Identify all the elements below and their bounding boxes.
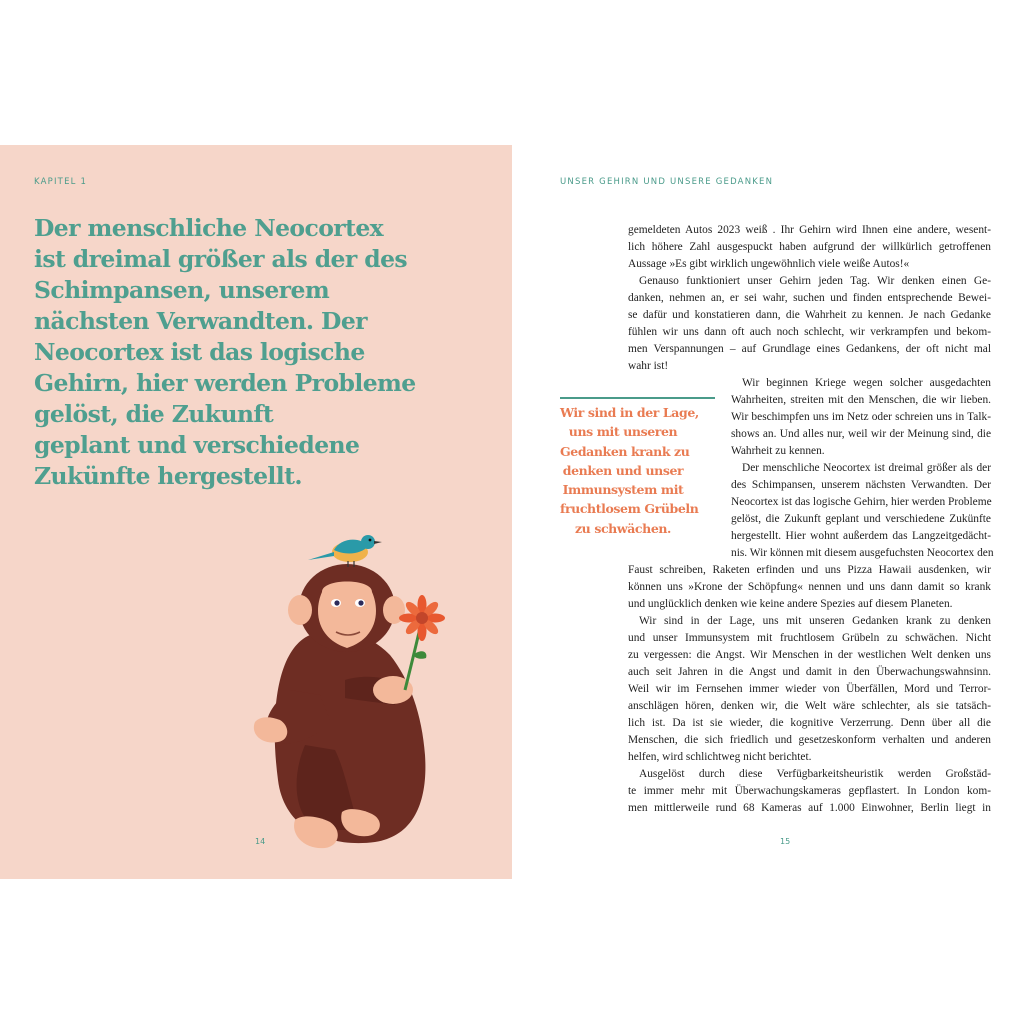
body-line: Wir sind in der Lage, uns mit unseren Gedanken krank zu denken	[639, 615, 991, 627]
body-line: shows an. Und alles nur, weil wir der Meinung sind, die	[731, 428, 991, 440]
body-line: Der menschliche Neocortex ist dreimal größer als der	[742, 462, 991, 474]
body-line: Wir beginnen Kriege wegen solcher ausgedachten	[742, 377, 991, 389]
chimpanzee-illustration	[250, 530, 460, 855]
body-line: Genauso funktioniert unser Gehirn jeden Tag. Wir denken einen Ge-	[639, 275, 991, 287]
page-number-left: 14	[255, 837, 266, 846]
pull-quote-line: fruchtlosem Grübeln	[560, 501, 699, 517]
body-line: helfen, wird schlichtweg nicht berichtet.	[628, 751, 812, 763]
body-line: Wahrheiten, streiten mit den Menschen, die wir lieben.	[731, 394, 991, 406]
feature-quote-line: Gehirn, hier werden Probleme	[34, 369, 416, 397]
feature-quote-line: geplant und verschiedene	[34, 431, 360, 459]
pull-quote-line: denken und unser	[562, 462, 684, 478]
chapter-running-head: KAPITEL 1	[34, 177, 88, 187]
section-running-head: UNSER GEHIRN UND UNSERE GEDANKEN	[560, 177, 774, 187]
body-text	[628, 222, 994, 817]
right-page	[512, 145, 1024, 879]
body-line: Menschen, die sich friedlich und gesetzeskonform verhalten und anderen	[628, 734, 991, 746]
body-line: danken, nehmen an, er sei wahr, suchen und finden entsprechende Bewei-	[628, 292, 991, 304]
page-number-right: 15	[780, 837, 791, 846]
body-line: Weil wir im Fernsehen immer wieder von Überfällen, Mord und Terror-	[628, 683, 991, 695]
body-line: und unser Immunsystem mit fruchtlosem Grübeln zu schwächen. Nicht	[628, 632, 991, 644]
body-line: auch seit Jahren in die Angst und damit in den Überwachungswahnsinn.	[628, 666, 991, 678]
body-line: Wahrheit zu kennen.	[731, 445, 825, 457]
body-line: Neocortex ist das logische Gehirn, hier werden Probleme	[731, 496, 992, 508]
body-line: men mittlerweile rund 68 Kameras auf 1.000 Einwohner, Berlin liegt in	[628, 802, 991, 814]
body-line: hergestellt. Hier wohnt außerdem das Langzeitgedächt-	[731, 530, 991, 542]
body-line: und unglücklich denken wie keine andere Spezies auf diesem Planeten.	[628, 598, 953, 610]
chimp-pupil-left	[334, 600, 339, 605]
body-line: Aussage »Es gibt wirklich ungewöhnlich viele weiße Autos!«	[628, 258, 910, 270]
pull-quote-line: Wir sind in der Lage,	[560, 405, 699, 420]
feature-quote-line: Der menschliche Neocortex	[34, 214, 384, 242]
chimp-pupil-right	[358, 600, 363, 605]
body-line: anschlägen hören, denken wir, die Welt wäre schlechter, als sie tatsäch-	[628, 700, 991, 712]
feature-quote-line: Schimpansen, unserem	[34, 276, 330, 304]
body-line: fühlen wir uns dann oft auch noch schlecht, wir verkrampfen und bekom-	[628, 326, 991, 338]
flower-icon	[399, 595, 445, 641]
body-line: se dafür und konstatieren dann, die Wahrheit zu kennen. Je nach Gedanke	[628, 309, 991, 321]
body-line: nis. Wir können mit diesem ausgefuchsten Neocortex den	[731, 547, 994, 559]
body-line: zu vergessen: die Angst. Wir Menschen in der westlichen Welt denken uns	[628, 649, 991, 661]
feature-quote	[34, 213, 434, 492]
pull-quote-line: zu schwächen.	[574, 520, 672, 536]
pull-quote-line: Immunsystem mit	[562, 482, 684, 498]
feature-quote-line: Zukünfte hergestellt.	[34, 462, 302, 490]
feature-quote-line: ist dreimal größer als der des	[34, 245, 408, 273]
body-line: gelöst, die Zukunft geplant und verschiedene Zukünfte	[731, 513, 991, 525]
body-line: lich höhere Zahl ausgespuckt haben aufgrund der willkürlich getroffenen	[628, 241, 991, 253]
chimp-ear-left	[288, 595, 312, 625]
pull-quote-line: uns mit unseren	[568, 424, 678, 440]
body-line: lich ist. Da ist sie wieder, die kognitive Verzerrung. Denn über all die	[628, 717, 991, 729]
feature-quote-line: gelöst, die Zukunft	[34, 400, 274, 428]
body-line: können uns »Krone der Schöpfung« nennen und uns dann damit so krank	[628, 581, 991, 593]
flower-stem	[405, 628, 420, 690]
left-page	[0, 145, 512, 879]
body-line: Wir beschimpfen uns im Netz oder schreien uns in Talk-	[731, 411, 991, 423]
feature-quote-line: Neocortex ist das logische	[34, 338, 365, 366]
body-line: men Verspannungen – auf Grundlage eines Gedankens, der oft nicht mal	[628, 343, 991, 355]
feature-quote-line: nächsten Verwandten. Der	[34, 307, 367, 335]
bird-icon	[308, 535, 382, 567]
body-line: Faust schreiben, Raketen erfinden und uns Pizza Hawaii ausdenken, wir	[628, 564, 991, 576]
body-line: des Schimpansen, unserem nächsten Verwandten. Der	[731, 479, 991, 491]
body-line: wahr ist!	[628, 360, 669, 372]
body-line: gemeldeten Autos 2023 weiß . Ihr Gehirn wird Ihnen eine andere, wesent-	[628, 224, 991, 236]
body-line: Ausgelöst durch diese Verfügbarkeitsheuristik werden Großstäd-	[639, 768, 991, 780]
pull-quote-line: Gedanken krank zu	[560, 443, 690, 459]
body-line: te immer mehr mit Überwachungskameras gepflastert. In London kom-	[628, 785, 991, 797]
